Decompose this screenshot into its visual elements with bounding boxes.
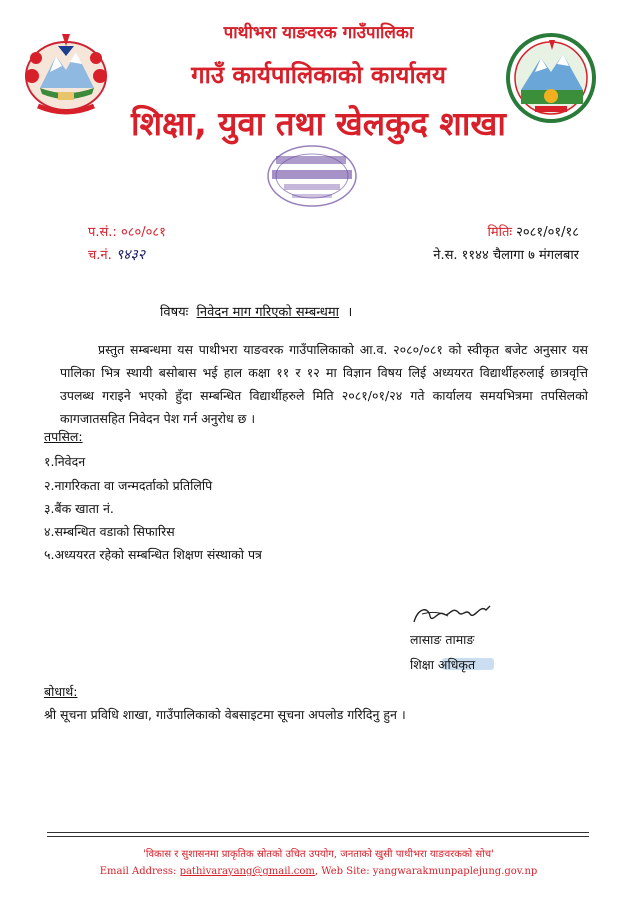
email-label: Email Address:	[99, 866, 177, 877]
cc-text: श्री सूचना प्रविधि शाखा, गाउँपालिकाको वेबसाइटमा सूचना अपलोड गरिदिनु हुन ।	[44, 707, 406, 722]
date-label: मितिः	[487, 225, 513, 240]
footer-divider-thin	[47, 836, 589, 837]
list-item: ३.बैंक खाता नं.	[44, 501, 114, 516]
subject-end: ।	[347, 305, 353, 320]
website-link[interactable]: yangwarakmunpaplejung.gov.np	[372, 866, 538, 877]
website-label: Web Site:	[321, 866, 370, 877]
office-stamp-icon	[262, 140, 362, 210]
subject-label: विषयः	[160, 305, 189, 320]
subject-line	[160, 302, 352, 320]
email-link[interactable]: pathivarayang@gmail.com	[179, 866, 315, 877]
date-value: २०८१/०१/१८	[516, 225, 579, 240]
dispatch-value: ९४३२	[115, 247, 146, 263]
footer-contact: Email Address: pathivarayang@gmail.com, Web Site: yangwarakmunpaplejung.gov.np	[99, 866, 538, 877]
dispatch-label: च.नं.	[88, 248, 112, 263]
footer-divider	[47, 832, 589, 833]
municipality-logo-icon	[505, 32, 597, 124]
subject-text: निवेदन माग गरिएको सम्बन्धमा	[196, 305, 340, 320]
tapsil-heading: तपसिल:	[44, 429, 83, 444]
cc-heading: बोधार्थ:	[44, 684, 78, 699]
dispatch-number	[88, 245, 145, 264]
section-name: शिक्षा, युवा तथा खेलकुद शाखा	[131, 104, 506, 143]
footer-slogan: 'विकास र सुशासनमा प्राकृतिक स्रोतको उचित उपयोग, जनताको खुसी पाथीभरा याङवरकको सोच'	[143, 849, 494, 860]
list-item: ५.अध्ययरत रहेको सम्बन्धित शिक्षण संस्थाको पत्र	[44, 547, 262, 562]
reference-number	[88, 222, 166, 240]
signatory-title: शिक्षा अधिकृत	[410, 657, 476, 672]
reference-value: ०८०/०८१	[120, 225, 166, 240]
office-name: गाउँ कार्यपालिकाको कार्यालय	[191, 61, 446, 89]
notice-body: प्रस्तुत सम्बन्धमा यस पाथीभरा याङवरक गाउँपालिकाको आ.व. २०८०/०८१ को स्वीकृत बजेट अनुसार यस पालिका भित्र स्थायी बसोबास भई हाल कक्षा ११ र १२ मा विज्ञान विषय लिई अध्ययरत विद्यार्थीहरुलाई छात्रवृत्ति उपलब्ध गराइने भएको हुँदा सम्बन्धित विद्यार्थीहरुले मिति २०८१/०१/२४ गते कार्यालय समयभित्रमा तपसिलको कागजातसहित निवेदन पेश गर्न अनुरोध छ ।	[60, 342, 588, 426]
municipality-name: पाथीभरा याङवरक गाउँपालिका	[223, 23, 414, 43]
nepal-sambat-value: ने.स. ११४४ चैलागा ७ मंगलबार	[433, 248, 579, 263]
list-item: ४.सम्बन्धित वडाको सिफारिस	[44, 524, 175, 539]
nepal-sambat-date	[433, 245, 579, 263]
date-line	[487, 222, 579, 240]
signatory-name: लासाङ तामाङ	[410, 632, 475, 647]
list-item: २.नागरिकता वा जन्मदर्ताको प्रतिलिपि	[44, 478, 213, 493]
reference-label: प.सं.:	[88, 225, 117, 240]
nepal-emblem-icon	[18, 26, 114, 118]
signature-icon	[408, 600, 508, 630]
list-item: १.निवेदन	[44, 454, 86, 469]
